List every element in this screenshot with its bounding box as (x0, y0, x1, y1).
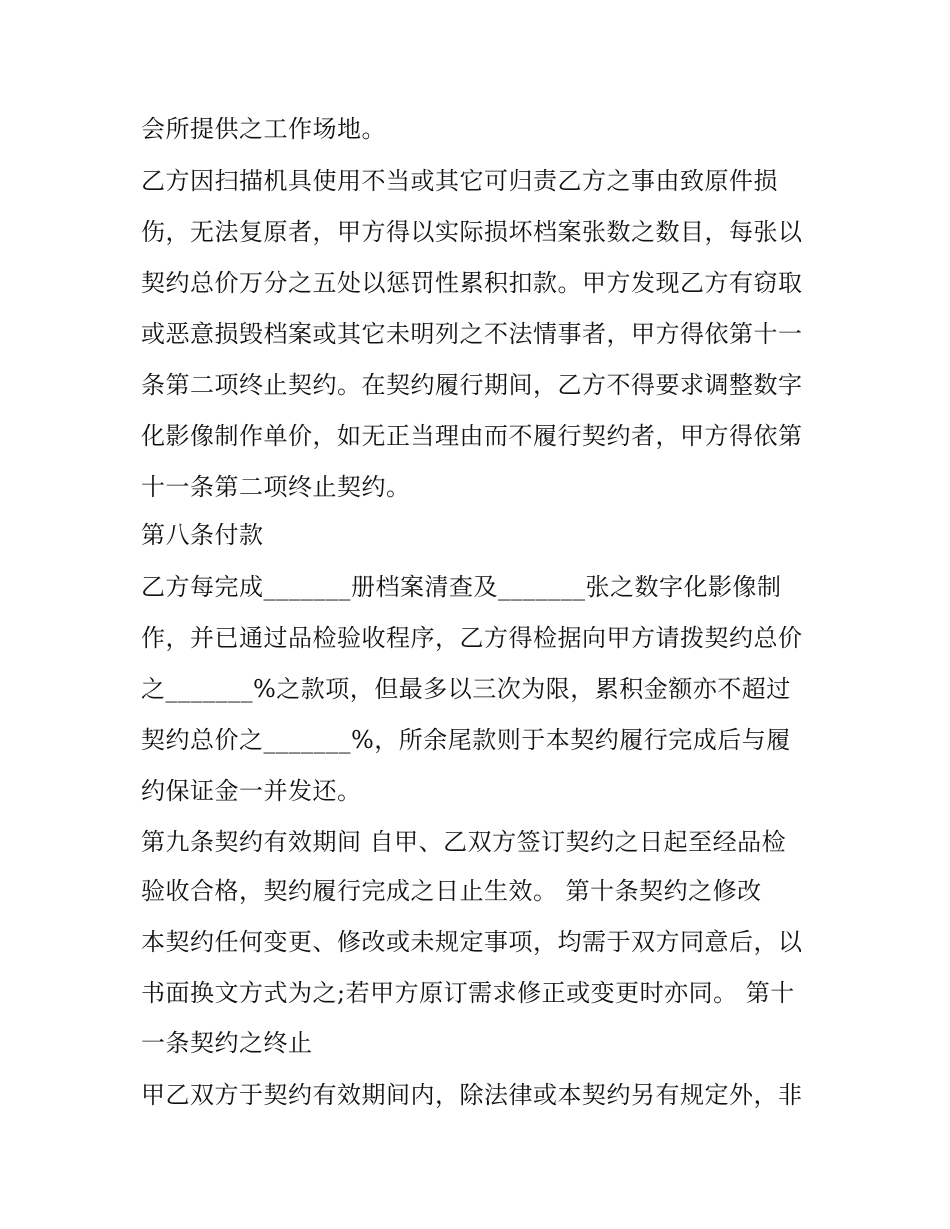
text-line: 十一条第二项终止契约。 (141, 473, 411, 501)
text-line: 验收合格，契约履行完成之日止生效。 第十条契约之修改 (141, 877, 762, 905)
text-line: 乙方因扫描机具使用不当或其它可归责乙方之事由致原件损 (141, 167, 778, 195)
text-line: 或恶意损毁档案或其它未明列之不法情事者，甲方得依第十一 (141, 320, 803, 348)
text-line: 乙方每完成_______册档案清查及_______张之数字化影像制 (141, 573, 782, 601)
text-line: 作，并已通过品检验收程序，乙方得检据向甲方请拨契约总价 (141, 624, 803, 652)
section-heading: 一条契约之终止 (141, 1029, 313, 1057)
text-line: 甲乙双方于契约有效期间内，除法律或本契约另有规定外，非 (141, 1081, 803, 1109)
text-line: 之_______%之款项，但最多以三次为限，累积金额亦不超过 (141, 675, 791, 703)
text-line: 书面换文方式为之;若甲方原订需求修正或变更时亦同。 第十 (141, 979, 795, 1007)
text-line: 伤，无法复原者，甲方得以实际损坏档案张数之数目，每张以 (141, 218, 803, 246)
section-heading: 第八条付款 (141, 521, 264, 549)
text-line: 本契约任何变更、修改或未规定事项，均需于双方同意后，以 (141, 928, 803, 956)
text-line: 化影像制作单价，如无正当理由而不履行契约者，甲方得依第 (141, 422, 803, 450)
text-line: 条第二项终止契约。在契约履行期间，乙方不得要求调整数字 (141, 371, 803, 399)
text-line: 会所提供之工作场地。 (141, 115, 386, 143)
text-line: 第九条契约有效期间 自甲、乙双方签订契约之日起至经品检 (141, 828, 787, 856)
text-line: 约保证金一并发还。 (141, 777, 362, 805)
text-line: 契约总价万分之五处以惩罚性累积扣款。甲方发现乙方有窃取 (141, 269, 803, 297)
text-line: 契约总价之_______%，所余尾款则于本契约履行完成后与履 (141, 726, 791, 754)
